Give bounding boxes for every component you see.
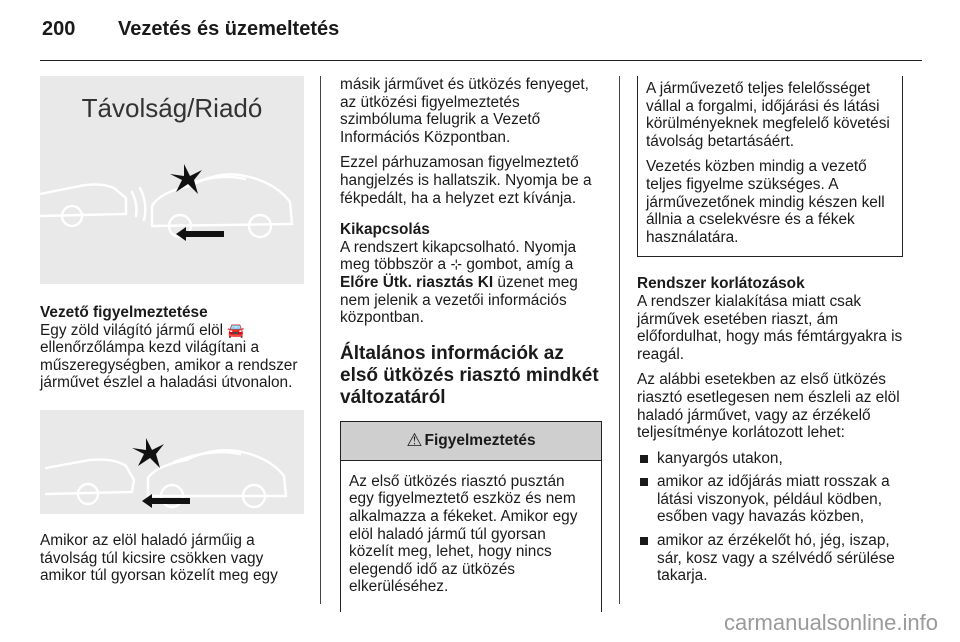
page-header: [42, 18, 339, 48]
column-divider-left: [320, 76, 321, 604]
limitations-paragraph-2: Az alábbi esetekben az első ütközés riasztó esetlegesen nem észleli az elöl haladó járművet, vagy az érzékelő teljesítménye korlátozott lehet:: [637, 371, 900, 442]
page-number: 200: [42, 18, 76, 40]
audible-warning-paragraph: Ezzel párhuzamosan figyelmeztető hangjelzés is hallatszik. Nyomja be a fékpedált, ha a helyzet ezt kívánja.: [340, 154, 592, 207]
figure-title: Távolság/Riadó: [81, 93, 263, 123]
warning-text: Az első ütközés riasztó pusztán egy figyelmeztető eszköz és nem alkalmazza a fékeket. Amikor egy elöl haladó jármű túl gyorsan közelít meg, lehet, hogy nincs elegendő idő az ütközés elkerüléséhez.: [349, 472, 578, 596]
warning-header: [341, 422, 601, 461]
collision-warning-figure: [40, 410, 304, 514]
page-title: Vezetés és üzemeltetés: [118, 18, 340, 40]
car-front-icon: 🚘: [227, 321, 245, 338]
warning-box-continued: [637, 76, 903, 257]
fcw-off-message: Előre Ütk. riasztás KI: [340, 273, 494, 291]
responsibility-paragraph: A járművezető teljes felelősséget vállal a forgalmi, időjárási és látási körülményeknek megfelelő követési távolság betartásáért.: [646, 80, 890, 150]
distance-alert-figure: [40, 76, 304, 284]
approach-paragraph: Amikor az elöl haladó járműig a távolság túl kicsire csökken vagy amikor túl gyorsan közelít meg egy: [40, 531, 278, 585]
column-3: [637, 76, 903, 591]
list-item: kanyargós utakon,: [637, 450, 903, 468]
warning-body: [341, 461, 601, 612]
column-1: [40, 76, 304, 593]
general-info-heading: Általános információk az első ütközés riasztó mindkét változatáról: [340, 342, 599, 408]
header-divider: [40, 60, 922, 61]
deactivation-heading: Kikapcsolás: [340, 221, 430, 239]
list-item: amikor az időjárás miatt rosszak a látási viszonyok, például ködben, esőben vagy havazás közben,: [637, 473, 903, 526]
column-divider-right: [619, 76, 620, 604]
collision-illustration: [40, 76, 302, 284]
impact-star-icon-2: [132, 438, 164, 468]
green-lamp-paragraph: Egy zöld világító jármű elöl 🚘 ellenőrzőlámpa kezd világítani a műszeregységben, amikor a rendszer járművet észlel a haladási útvonalon.: [40, 321, 298, 392]
driver-warning-heading: Vezető figyelmeztetése: [40, 304, 208, 321]
watermark: carmanualsonline.info: [723, 610, 938, 635]
deactivation-paragraph: A rendszert kikapcsolható. Nyomja meg többször a ⊹ gombot, amíg a Előre Ütk. riasztás KI üzenet meg nem jelenik a vezetői információs központban.: [340, 238, 578, 327]
collision-symbol-paragraph: másik járművet és ütközés fenyeget, az ütközési figyelmeztetés szimbóluma felugrik a Vezető Információs Központban.: [340, 76, 589, 146]
column-2: [340, 76, 602, 612]
collision-illustration-2: [40, 410, 302, 514]
limitations-heading: Rendszer korlátozások: [637, 275, 805, 293]
warning-triangle-icon: ⚠: [406, 429, 423, 450]
distance-button-icon: ⊹: [450, 256, 463, 273]
attention-paragraph: Vezetés közben mindig a vezető teljes figyelme szükséges. A járművezetőnek mindig készen kell állnia a cselekvésre és a fékek használatára.: [646, 158, 885, 246]
warning-box: [340, 421, 602, 612]
list-item: amikor az érzékelőt hó, jég, iszap, sár, kosz vagy a szélvédő sérülése takarja.: [637, 532, 903, 585]
limitations-list: [637, 450, 903, 585]
limitations-paragraph-1: A rendszer kialakítása miatt csak járművek esetében riaszt, ám előfordulhat, hogy más fémtárgyakra is reagál.: [637, 292, 903, 363]
warning-title: Figyelmeztetés: [424, 431, 536, 449]
warning-body-continued: [638, 76, 902, 256]
